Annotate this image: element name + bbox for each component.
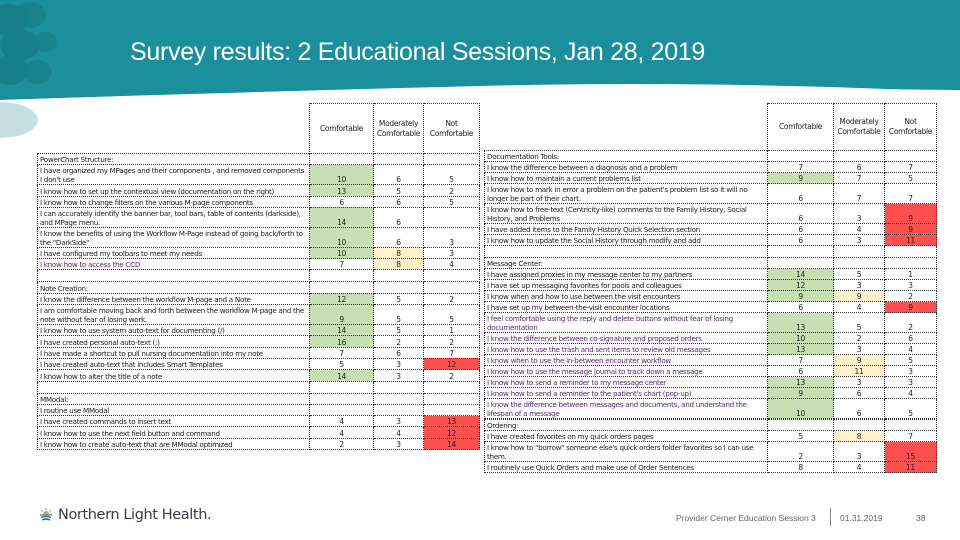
moderately-count (374, 404, 424, 415)
section-header-row (38, 393, 480, 404)
moderately-count: 5 (374, 305, 424, 325)
section-header-row (485, 420, 937, 431)
not-comfortable-count: 7 (885, 162, 937, 173)
table-row (485, 184, 937, 204)
slide-header-banner (0, 0, 960, 100)
table-row (38, 227, 480, 247)
comfortable-count: 14 (310, 207, 374, 227)
moderately-count: 11 (834, 366, 885, 377)
question-text: I know how to alter the title of a note (38, 370, 310, 381)
table-row (485, 355, 937, 366)
question-text: I have added items to the Family History Quick Selection section (485, 224, 768, 235)
question-text: I know how to create auto-text that are MModal optimized (38, 438, 310, 449)
question-text: I know how to change filters on the various M-page components (38, 196, 310, 207)
question-text: I have configured my toolbars to meet my needs (38, 247, 310, 258)
not-comfortable-count: 12 (424, 427, 480, 438)
comfortable-count: 5 (310, 358, 374, 369)
moderately-count: 4 (834, 462, 885, 473)
moderately-count: 8 (374, 259, 424, 270)
not-comfortable-count: 11 (885, 235, 937, 246)
footer-session: Provider Cerner Education Session 3 (676, 513, 816, 523)
comfortable-count: 7 (310, 347, 374, 358)
not-comfortable-count: 5 (885, 399, 937, 419)
comfortable-count: 6 (768, 204, 834, 224)
not-comfortable-count: 7 (424, 347, 480, 358)
empty-cell (834, 258, 885, 269)
empty-cell (424, 393, 480, 404)
moderately-count: 3 (834, 235, 885, 246)
question-text: I have set up messaging favorites for pools and colleagues (485, 280, 768, 291)
question-text: I routine use MModal (38, 404, 310, 415)
table-row (485, 333, 937, 344)
comfortable-count: 9 (310, 305, 374, 325)
not-comfortable-count: 11 (885, 462, 937, 473)
table-row (485, 291, 937, 302)
table-row (485, 280, 937, 291)
question-text: I know when to use the in-between encounter workflow (485, 355, 768, 366)
table-row (38, 325, 480, 336)
section-header-row (485, 258, 937, 269)
comfortable-count: 14 (310, 325, 374, 336)
empty-cell (834, 246, 885, 258)
section-header-row (38, 282, 480, 293)
not-comfortable-count: 1 (885, 269, 937, 280)
comfortable-count: 14 (768, 269, 834, 280)
question-text: I know how to update the Social History through modify and add (485, 235, 768, 246)
table-row (38, 185, 480, 196)
table-row (38, 293, 480, 304)
moderately-count: 3 (834, 280, 885, 291)
question-text: I have set up my between-the-visit encounter locations (485, 302, 768, 313)
not-comfortable-count: 3 (424, 227, 480, 247)
header-spacer (485, 104, 768, 151)
question-text: I have assigned proxies in my message center to my partners (485, 269, 768, 280)
table-header-row (38, 104, 480, 154)
empty-cell (374, 270, 424, 282)
question-text: I know the difference between co-signature and proposed orders (485, 333, 768, 344)
table-row (485, 162, 937, 173)
section-title: Documentation Tools: (485, 151, 768, 162)
empty-cell (310, 282, 374, 293)
empty-cell (885, 151, 937, 162)
moderately-count: 4 (834, 302, 885, 313)
not-comfortable-count: 14 (424, 438, 480, 449)
table-row (485, 269, 937, 280)
moderately-count: 3 (834, 344, 885, 355)
question-text: I routinely use Quick Orders and make use of Order Sentences (485, 462, 768, 473)
header-spacer (38, 104, 310, 154)
empty-cell (38, 270, 310, 282)
moderately-count: 5 (374, 185, 424, 196)
moderately-count: 5 (374, 293, 424, 304)
question-text: I know how to send a reminder to my message center (485, 377, 768, 388)
empty-cell (310, 381, 374, 393)
moderately-count: 4 (834, 224, 885, 235)
moderately-count: 2 (374, 336, 424, 347)
header-not-comfortable: Not Comfortable (885, 104, 937, 151)
empty-cell (885, 258, 937, 269)
comfortable-count: 6 (768, 224, 834, 235)
question-text: I have organized my MPages and their components , and removed components I don't use (38, 165, 310, 185)
comfortable-count: 6 (768, 302, 834, 313)
comfortable-count: 10 (310, 227, 374, 247)
comfortable-count: 7 (310, 259, 374, 270)
moderately-count: 2 (834, 333, 885, 344)
table-row (38, 207, 480, 227)
moderately-count: 3 (374, 416, 424, 427)
spacer-row (38, 381, 480, 393)
empty-cell (768, 258, 834, 269)
moderately-count: 5 (834, 313, 885, 333)
table-row (485, 204, 937, 224)
moderately-count: 3 (834, 442, 885, 462)
question-text: I know when and how to use between the visit encounters (485, 291, 768, 302)
moderately-count: 6 (834, 388, 885, 399)
empty-cell (310, 154, 374, 165)
moderately-count: 3 (374, 370, 424, 381)
comfortable-count: 16 (310, 336, 374, 347)
comfortable-count: 10 (310, 247, 374, 258)
not-comfortable-count: 3 (424, 247, 480, 258)
table-row (485, 366, 937, 377)
not-comfortable-count: 1 (424, 325, 480, 336)
section-title: Message Center: (485, 258, 768, 269)
table-row (38, 196, 480, 207)
empty-cell (885, 246, 937, 258)
comfortable-count: 13 (768, 344, 834, 355)
header-comfortable: Comfortable (768, 104, 834, 151)
comfortable-count: 7 (768, 355, 834, 366)
empty-cell (768, 420, 834, 431)
table-header-row (485, 104, 937, 151)
comfortable-count: 5 (768, 431, 834, 442)
section-header-row (485, 151, 937, 162)
moderately-count: 6 (374, 207, 424, 227)
question-text: I know how to "borrow" someone else's quick orders folder favorites so I can use them. (485, 442, 768, 462)
table-row (485, 462, 937, 473)
not-comfortable-count: 2 (424, 370, 480, 381)
table-row (38, 404, 480, 415)
not-comfortable-count: 5 (424, 305, 480, 325)
moderately-count: 8 (374, 247, 424, 258)
moderately-count: 3 (834, 204, 885, 224)
header-not-comfortable: Not Comfortable (424, 104, 480, 154)
question-text: I have created favorites on my quick orders pages (485, 431, 768, 442)
not-comfortable-count: 2 (424, 336, 480, 347)
comfortable-count: 2 (310, 438, 374, 449)
moderately-count: 7 (834, 184, 885, 204)
comfortable-count: 9 (768, 291, 834, 302)
northern-light-health-logo (38, 507, 211, 523)
comfortable-count: 4 (310, 427, 374, 438)
table-row (38, 416, 480, 427)
footer-divider (830, 508, 831, 526)
logo-text: Northern Light Health. (58, 507, 212, 523)
table-row (38, 347, 480, 358)
not-comfortable-count: 4 (885, 388, 937, 399)
table-row (38, 247, 480, 258)
moderately-count: 3 (374, 438, 424, 449)
question-text: I have created commands to insert text (38, 416, 310, 427)
moderately-count: 4 (374, 427, 424, 438)
empty-cell (424, 270, 480, 282)
moderately-count: 6 (834, 399, 885, 419)
empty-cell (374, 282, 424, 293)
section-title: Note Creation: (38, 282, 310, 293)
question-text: I can accurately identify the banner bar, tool bars, table of contents (darkside), and MPage menu. (38, 207, 310, 227)
comfortable-count: 10 (310, 165, 374, 185)
comfortable-count: 9 (768, 388, 834, 399)
question-text: I know how to free-text (Centricity-like) comments to the Family History, Social History, and Problems (485, 204, 768, 224)
decorative-leaf-shape (0, 100, 40, 150)
moderately-count: 7 (834, 173, 885, 184)
table-row (38, 259, 480, 270)
moderately-count: 3 (834, 377, 885, 388)
not-comfortable-count (424, 207, 480, 227)
question-text: I know how to access the CCD (38, 259, 310, 270)
moderately-count: 9 (834, 355, 885, 366)
question-text: I know how to set up the contextual view (documentation on the right) (38, 185, 310, 196)
table-row (38, 305, 480, 325)
comfortable-count: 13 (768, 377, 834, 388)
empty-cell (424, 282, 480, 293)
not-comfortable-count: 12 (424, 358, 480, 369)
question-text: I know the difference between the workflow M-page and a Note (38, 293, 310, 304)
comfortable-count: 12 (310, 293, 374, 304)
left-survey-table (37, 103, 480, 450)
not-comfortable-count: 9 (885, 302, 937, 313)
moderately-count: 3 (374, 358, 424, 369)
table-row (38, 336, 480, 347)
comfortable-count: 8 (768, 462, 834, 473)
table-row (485, 442, 937, 462)
not-comfortable-count: 13 (424, 416, 480, 427)
question-text: I know the difference between a diagnosis and a problem (485, 162, 768, 173)
empty-cell (834, 151, 885, 162)
question-text: I am comfortable moving back and forth between the workflow M-page and the note without fear of losing work. (38, 305, 310, 325)
comfortable-count: 6 (768, 235, 834, 246)
empty-cell (768, 151, 834, 162)
header-comfortable: Comfortable (310, 104, 374, 154)
not-comfortable-count: 5 (424, 196, 480, 207)
comfortable-count: 12 (768, 280, 834, 291)
not-comfortable-count: 5 (424, 165, 480, 185)
moderately-count: 6 (374, 227, 424, 247)
section-header-row (38, 154, 480, 165)
table-row (38, 438, 480, 449)
question-text: I have created auto-text that includes Smart Templates (38, 358, 310, 369)
not-comfortable-count: 3 (885, 280, 937, 291)
not-comfortable-count: 2 (424, 293, 480, 304)
question-text: I know how to send a reminder to the patient's chart (pop-up) (485, 388, 768, 399)
not-comfortable-count: 9 (885, 224, 937, 235)
empty-cell (424, 154, 480, 165)
table-row (485, 313, 937, 333)
empty-cell (424, 381, 480, 393)
table-row (485, 431, 937, 442)
question-text: I have created personal auto-text (;) (38, 336, 310, 347)
header-moderately-comfortable: Moderately Comfortable (374, 104, 424, 154)
moderately-count: 8 (834, 431, 885, 442)
not-comfortable-count: 4 (424, 259, 480, 270)
question-text: I know how to use the message journal to track down a message (485, 366, 768, 377)
empty-cell (38, 381, 310, 393)
comfortable-count: 14 (310, 370, 374, 381)
not-comfortable-count: 7 (885, 184, 937, 204)
moderately-count: 6 (374, 196, 424, 207)
comfortable-count: 9 (768, 173, 834, 184)
table-row (485, 235, 937, 246)
question-text: I know how to use the next field button and command (38, 427, 310, 438)
comfortable-count: 6 (768, 366, 834, 377)
moderately-count: 6 (374, 347, 424, 358)
table-row (485, 388, 937, 399)
table-row (485, 344, 937, 355)
not-comfortable-count: 7 (885, 431, 937, 442)
footer-page-number: 38 (916, 513, 926, 523)
not-comfortable-count: 3 (885, 366, 937, 377)
header-moderately-comfortable: Moderately Comfortable (834, 104, 885, 151)
not-comfortable-count: 2 (885, 313, 937, 333)
comfortable-count: 6 (310, 196, 374, 207)
table-row (38, 358, 480, 369)
moderately-count: 6 (834, 162, 885, 173)
question-text: I know the benefits of using the Workflow M-Page instead of going back/forth to the "DarkSide" (38, 227, 310, 247)
table-row (485, 377, 937, 388)
table-row (485, 302, 937, 313)
question-text: I know how to use the trash and sent items to review old messages (485, 344, 768, 355)
not-comfortable-count: 5 (885, 355, 937, 366)
empty-cell (310, 270, 374, 282)
not-comfortable-count: 2 (885, 291, 937, 302)
empty-cell (374, 393, 424, 404)
not-comfortable-count: 2 (424, 185, 480, 196)
right-survey-table (484, 103, 937, 473)
not-comfortable-count: 9 (885, 204, 937, 224)
question-text: I feel comfortable using the reply and delete buttons without fear of losing documentation (485, 313, 768, 333)
moderately-count: 5 (834, 269, 885, 280)
question-text: I have made a shortcut to pull nursing documentation into my note (38, 347, 310, 358)
not-comfortable-count: 5 (885, 173, 937, 184)
comfortable-count: 13 (310, 185, 374, 196)
section-title: PowerChart Structure: (38, 154, 310, 165)
not-comfortable-count: 15 (885, 442, 937, 462)
slide-title: Survey results: 2 Educational Sessions, Jan 28, 2019 (130, 38, 706, 66)
spacer-row (485, 246, 937, 258)
question-text: I know how to maintain a current problems list (485, 173, 768, 184)
not-comfortable-count (424, 404, 480, 415)
empty-cell (768, 246, 834, 258)
not-comfortable-count: 4 (885, 344, 937, 355)
table-row (38, 427, 480, 438)
comfortable-count (310, 404, 374, 415)
question-text: I know how to mark in error a problem on the patient's problem list so it will no longer be part of their chart. (485, 184, 768, 204)
table-row (485, 173, 937, 184)
comfortable-count: 2 (768, 442, 834, 462)
footer-date: 01.31.2019 (840, 513, 883, 523)
comfortable-count: 10 (768, 399, 834, 419)
moderately-count: 6 (374, 165, 424, 185)
table-row (38, 165, 480, 185)
sunrise-logo-icon (38, 507, 54, 523)
table-row (485, 224, 937, 235)
not-comfortable-count: 3 (885, 377, 937, 388)
comfortable-count: 6 (768, 184, 834, 204)
empty-cell (310, 393, 374, 404)
empty-cell (885, 420, 937, 431)
comfortable-count: 7 (768, 162, 834, 173)
moderately-count: 9 (834, 291, 885, 302)
table-row (38, 370, 480, 381)
spacer-row (38, 270, 480, 282)
empty-cell (374, 381, 424, 393)
not-comfortable-count: 6 (885, 333, 937, 344)
moderately-count: 5 (374, 325, 424, 336)
empty-cell (485, 246, 768, 258)
question-text: I know how to use system auto-text for documenting (/) (38, 325, 310, 336)
comfortable-count: 13 (768, 313, 834, 333)
empty-cell (374, 154, 424, 165)
table-row (485, 399, 937, 419)
empty-cell (834, 420, 885, 431)
section-title: Ordering: (485, 420, 768, 431)
comfortable-count: 10 (768, 333, 834, 344)
comfortable-count: 4 (310, 416, 374, 427)
section-title: MModal: (38, 393, 310, 404)
question-text: I know the difference between messages and documents, and understand the lifespan of a message (485, 399, 768, 419)
